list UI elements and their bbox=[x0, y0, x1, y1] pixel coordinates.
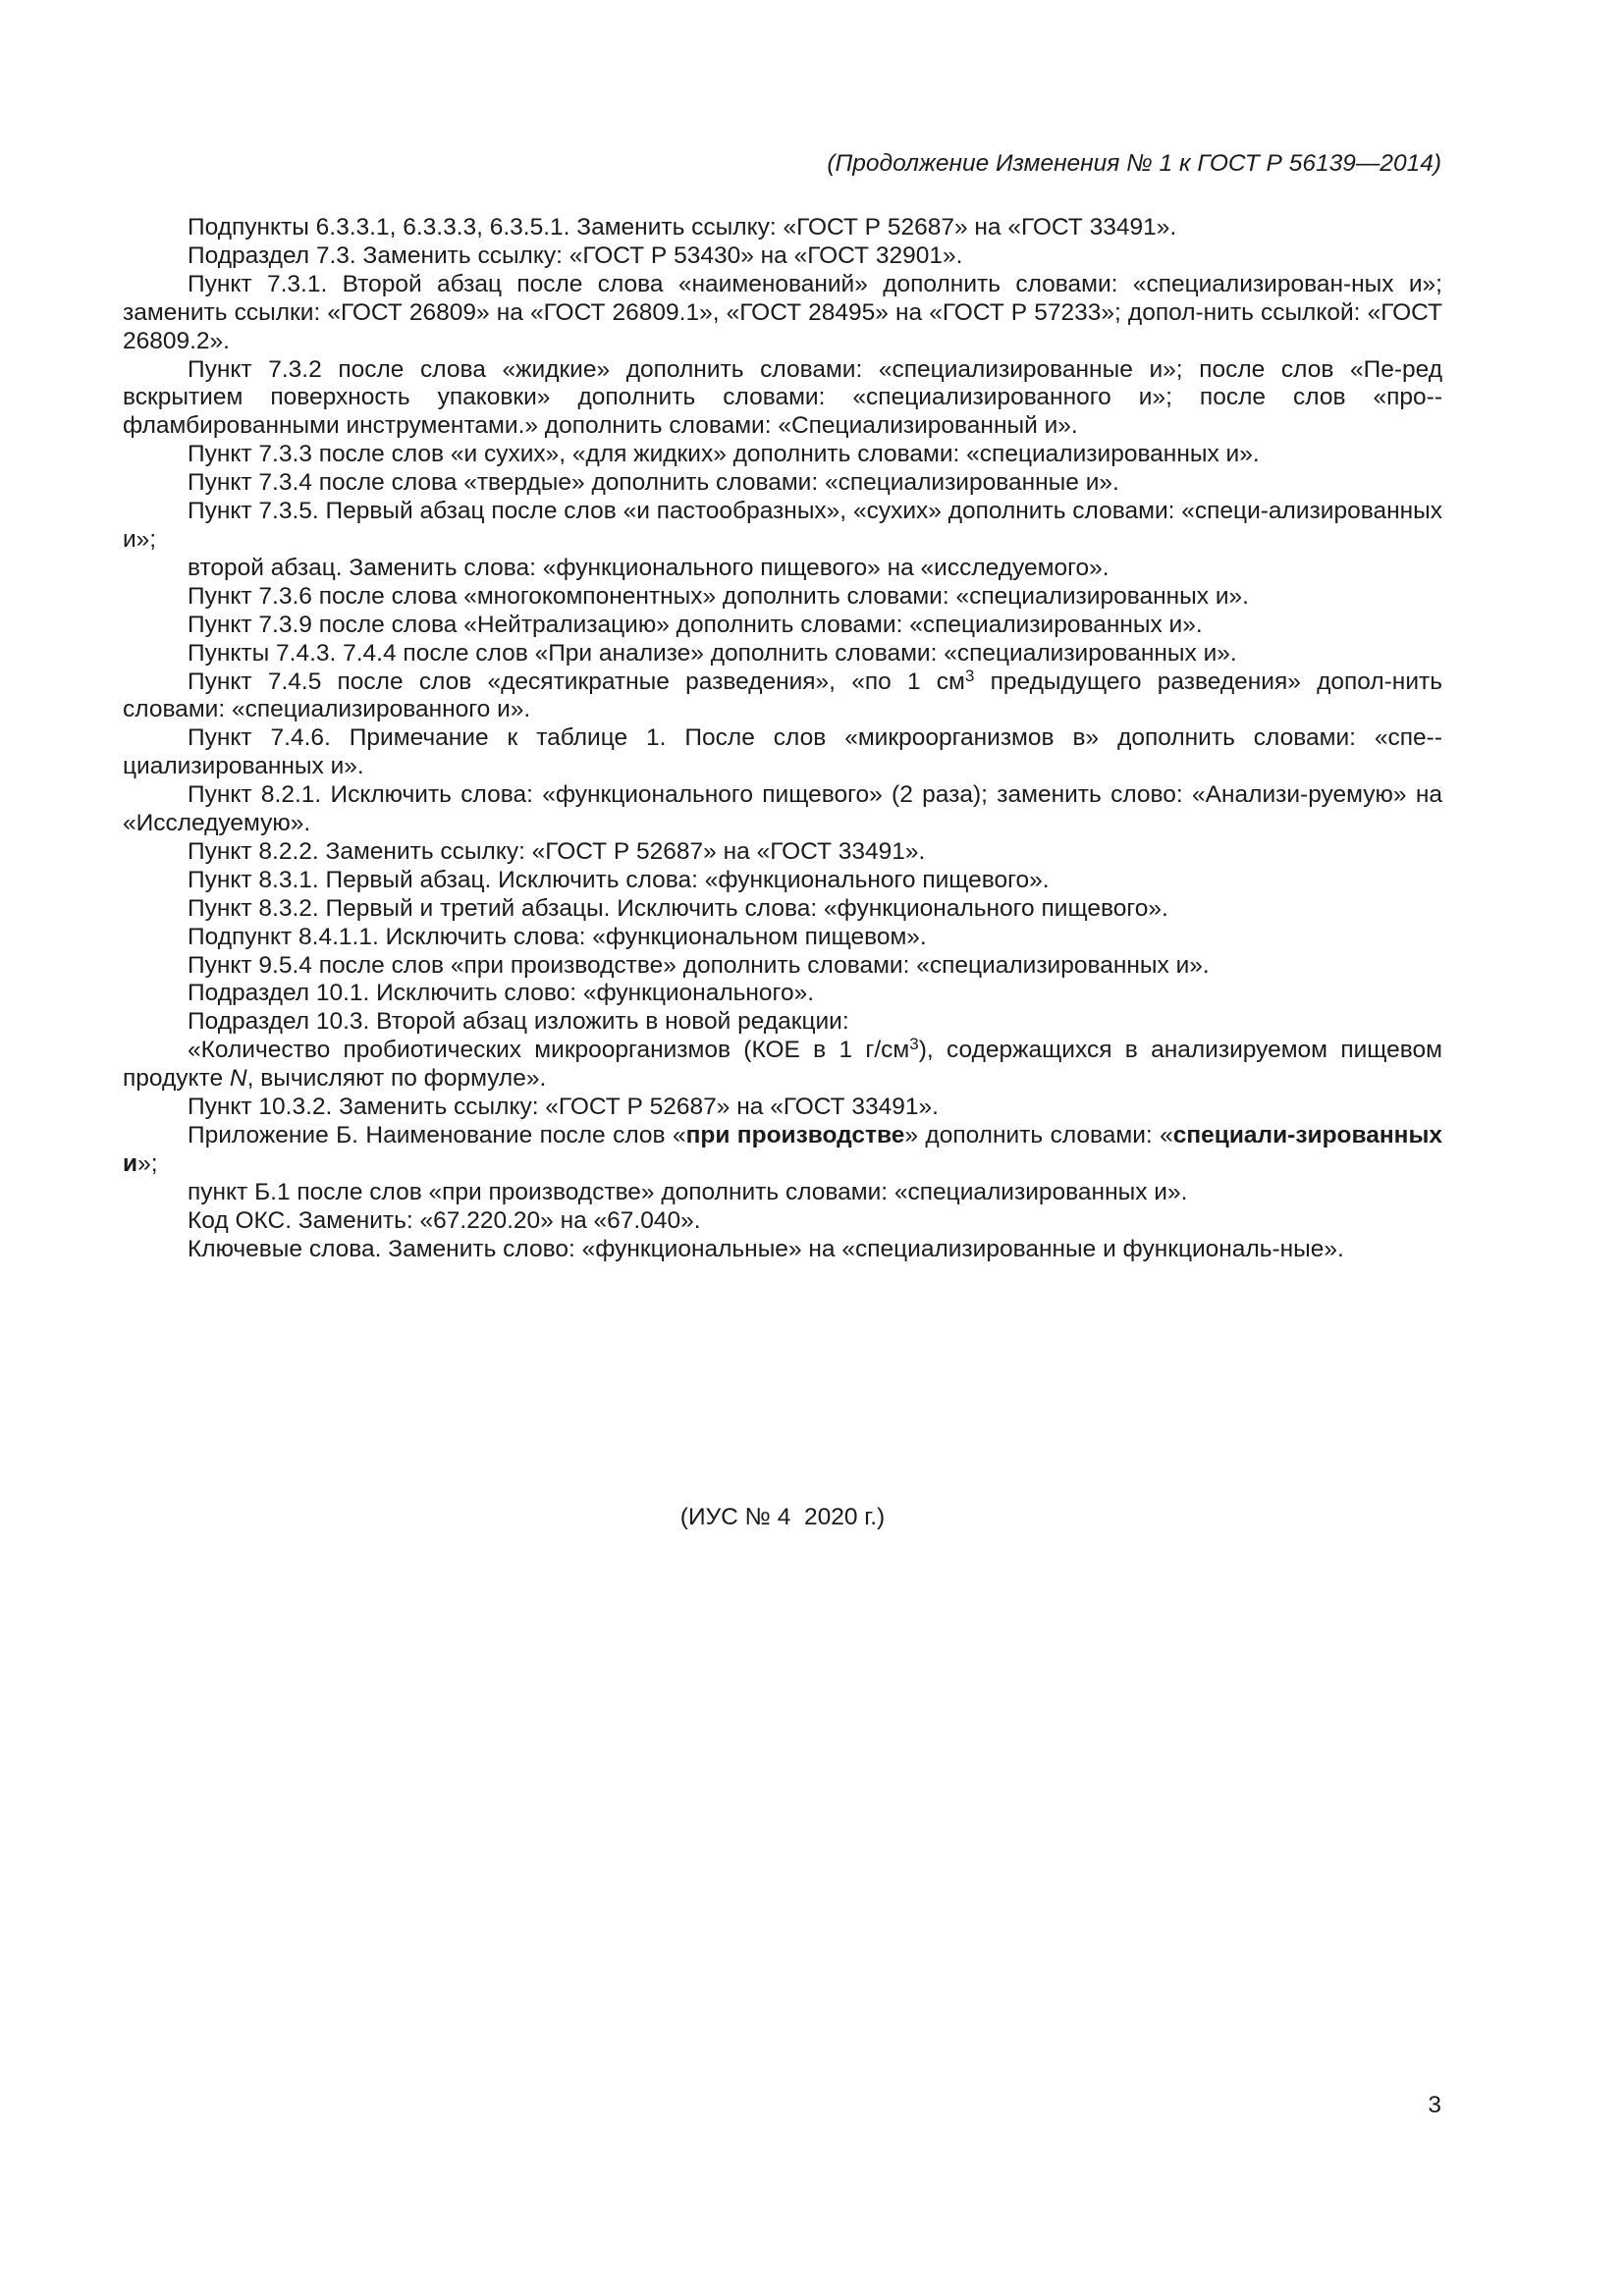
text-run: Ключевые слова. Заменить слово: «функциональные» на «специализированные и функциональ-ные». bbox=[188, 1235, 1344, 1262]
text-run: Подраздел 7.3. Заменить ссылку: «ГОСТ Р 53430» на «ГОСТ 32901». bbox=[188, 241, 963, 269]
amendment-paragraph bbox=[123, 867, 1442, 895]
amendment-paragraph bbox=[123, 441, 1442, 469]
text-run: «Количество пробиотических микроорганизмов (КОЕ в 1 г/см bbox=[188, 1037, 910, 1064]
amendment-paragraph bbox=[123, 214, 1442, 242]
text-run: ), содержащихся в анализируемом пищевом продукте bbox=[123, 1037, 1442, 1093]
italic-text: N bbox=[229, 1065, 247, 1093]
amendment-paragraph bbox=[123, 724, 1442, 781]
text-run: Код ОКС. Заменить: «67.220.20» на «67.040». bbox=[188, 1206, 701, 1234]
superscript: 3 bbox=[964, 666, 975, 685]
text-run: Приложение Б. Наименование после слов « bbox=[188, 1122, 686, 1148]
text-run: Пункт 10.3.2. Заменить ссылку: «ГОСТ Р 52687» на «ГОСТ 33491». bbox=[188, 1094, 939, 1121]
amendment-paragraph bbox=[123, 781, 1442, 838]
text-run: второй абзац. Заменить слова: «функционального пищевого» на «исследуемого». bbox=[188, 554, 1110, 581]
text-run: Пункт 7.3.2 после слова «жидкие» дополнить словами: «специализированные и»; после слов «Пе-ред вскрытием поверхность упаковки» дополнить словами: «специализированного и»; после слов «про-фламбированными инструментами.» дополнить словами: «Специализированный и». bbox=[123, 355, 1442, 440]
text-run: »; bbox=[137, 1149, 158, 1177]
amendment-paragraph bbox=[123, 612, 1442, 640]
amendment-paragraph bbox=[123, 1008, 1442, 1037]
amendment-body bbox=[123, 214, 1442, 1264]
text-run: Пункт 8.3.2. Первый и третий абзацы. Исключить слова: «функционального пищевого». bbox=[188, 894, 1168, 922]
text-run: Пункт 8.2.2. Заменить ссылку: «ГОСТ Р 52687» на «ГОСТ 33491». bbox=[188, 837, 926, 865]
amendment-paragraph bbox=[123, 1037, 1442, 1094]
amendment-paragraph bbox=[123, 498, 1442, 555]
amendment-paragraph bbox=[123, 271, 1442, 356]
document-header: (Продолжение Изменения № 1 к ГОСТ Р 56139—2014) bbox=[827, 150, 1441, 177]
amendment-paragraph bbox=[123, 1094, 1442, 1122]
text-run: , вычисляют по формуле». bbox=[246, 1065, 547, 1093]
text-run: Подраздел 10.1. Исключить слово: «функционального». bbox=[188, 980, 815, 1007]
amendment-paragraph bbox=[123, 640, 1442, 668]
text-run: Пункт 7.3.3 после слов «и сухих», «для жидких» дополнить словами: «специализированных и». bbox=[188, 441, 1260, 468]
amendment-paragraph bbox=[123, 895, 1442, 924]
amendment-paragraph bbox=[123, 583, 1442, 612]
publication-info: (ИУС № 4 2020 г.) bbox=[679, 1504, 886, 1530]
text-run: Пункт 7.4.5 после слов «десятикратные разведения», «по 1 см bbox=[188, 667, 965, 695]
text-run: предыдущего разведения» допол-нить словами: «специализированного и». bbox=[123, 667, 1443, 723]
text-run: Пункт 7.3.6 после слова «многокомпонентных» дополнить словами: «специализированных и». bbox=[188, 582, 1249, 610]
amendment-paragraph bbox=[123, 838, 1442, 867]
bold-text: при производстве bbox=[685, 1122, 905, 1148]
page-number: 3 bbox=[1428, 2092, 1441, 2118]
amendment-paragraph bbox=[123, 1122, 1442, 1179]
amendment-paragraph bbox=[123, 952, 1442, 981]
text-run: » дополнить словами: « bbox=[904, 1122, 1173, 1148]
amendment-paragraph bbox=[123, 1236, 1442, 1264]
amendment-paragraph bbox=[123, 356, 1442, 442]
text-run: Подпункт 8.4.1.1. Исключить слова: «функциональном пищевом». bbox=[188, 923, 927, 950]
text-run: Пункты 7.4.3. 7.4.4 после слов «При анализе» дополнить словами: «специализированных и». bbox=[188, 639, 1237, 667]
amendment-paragraph bbox=[123, 469, 1442, 498]
text-run: Пункт 8.3.1. Первый абзац. Исключить слова: «функционального пищевого». bbox=[188, 866, 1050, 893]
text-run: Пункт 8.2.1. Исключить слова: «функционального пищевого» (2 раза); заменить слово: «Анализи-руемую» на «Исследуемую». bbox=[123, 781, 1442, 837]
text-run: Пункт 7.3.9 после слова «Нейтрализацию» дополнить словами: «специализированных и». bbox=[188, 611, 1203, 638]
amendment-paragraph bbox=[123, 980, 1442, 1008]
text-run: Подпункты 6.3.3.1, 6.3.3.3, 6.3.5.1. Заменить ссылку: «ГОСТ Р 52687» на «ГОСТ 33491». bbox=[188, 214, 1177, 240]
text-run: Пункт 7.3.5. Первый абзац после слов «и пастообразных», «сухих» дополнить словами: «специ-ализированных и»; bbox=[123, 498, 1442, 553]
amendment-paragraph bbox=[123, 1179, 1442, 1207]
amendment-paragraph bbox=[123, 555, 1442, 583]
superscript: 3 bbox=[909, 1035, 919, 1054]
text-run: Пункт 7.3.1. Второй абзац после слова «наименований» дополнить словами: «специализирован-ных и»; заменить ссылки: «ГОСТ 26809» на «ГОСТ 26809.1», «ГОСТ 28495» на «ГОСТ Р 57233»; допол-нить ссылкой: «ГОСТ 26809.2». bbox=[123, 270, 1442, 354]
amendment-paragraph bbox=[123, 242, 1442, 271]
bold-text: специали-зированных и bbox=[123, 1122, 1443, 1177]
amendment-paragraph bbox=[123, 924, 1442, 952]
text-run: Пункт 7.4.6. Примечание к таблице 1. После слов «микроорганизмов в» дополнить словами: «спе-циализированных и». bbox=[123, 724, 1442, 780]
text-run: Пункт 7.3.4 после слова «твердые» дополнить словами: «специализированные и». bbox=[188, 469, 1119, 497]
text-run: пункт Б.1 после слов «при производстве» дополнить словами: «специализированных и». bbox=[188, 1178, 1188, 1205]
text-run: Подраздел 10.3. Второй абзац изложить в новой редакции: bbox=[188, 1008, 849, 1036]
amendment-paragraph bbox=[123, 668, 1442, 725]
text-run: Пункт 9.5.4 после слов «при производстве» дополнить словами: «специализированных и». bbox=[188, 951, 1210, 979]
amendment-paragraph bbox=[123, 1207, 1442, 1236]
